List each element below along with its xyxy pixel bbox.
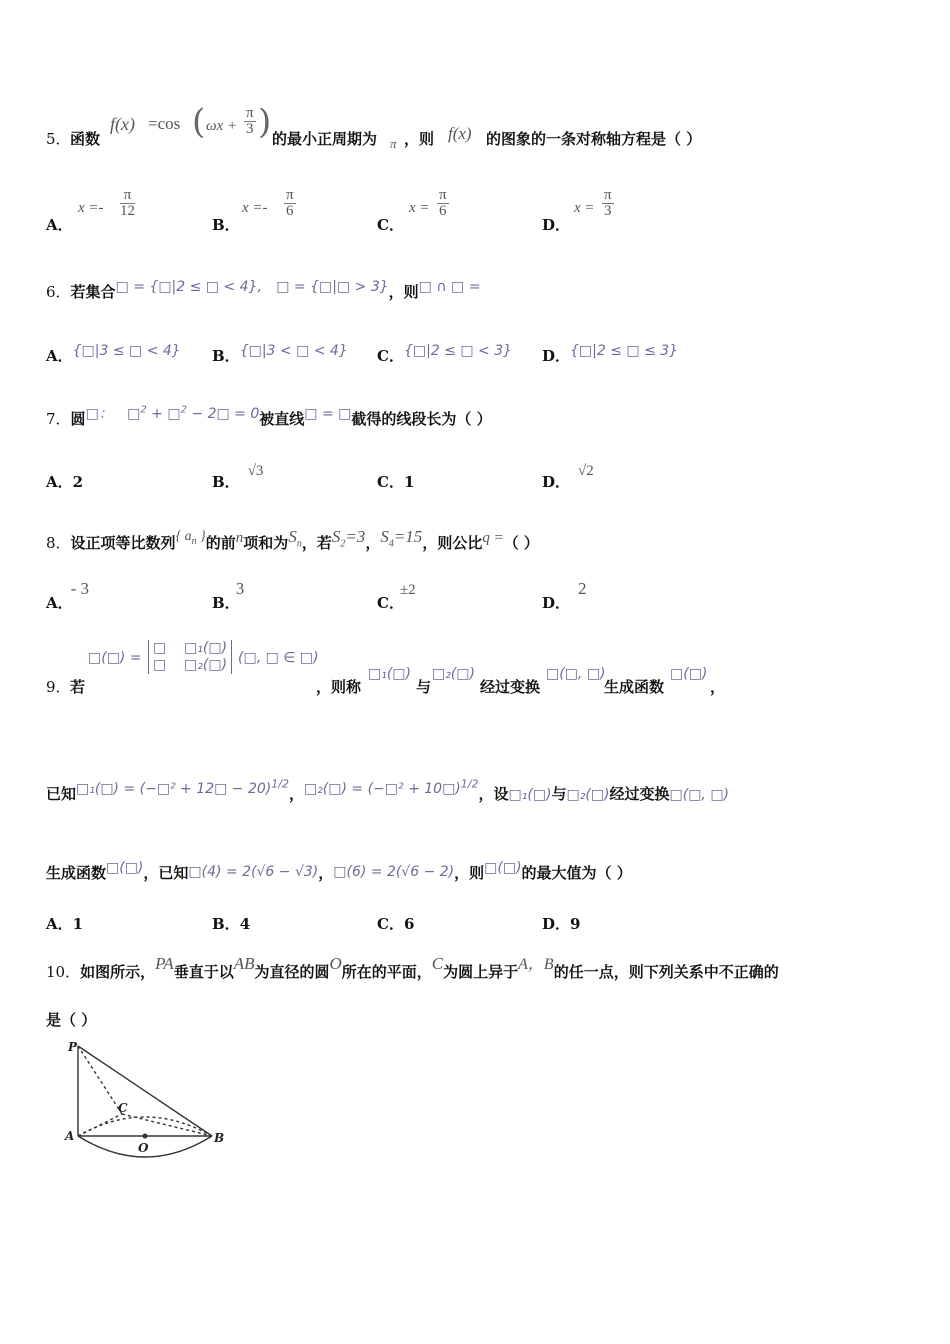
q9-line2-mid: ，设 <box>478 785 509 803</box>
q9-det-r1c2: □₁(□) <box>184 640 228 656</box>
q5-arg: ωx + <box>206 118 238 134</box>
q9-cond-sep: ， <box>318 864 334 882</box>
option-text: √2 <box>578 463 594 479</box>
q9-line3-pre: 生成函数 <box>46 864 107 882</box>
q8-option-c[interactable] <box>377 582 420 613</box>
q9-gen: □(□) <box>670 666 708 682</box>
option-den: 6 <box>286 203 294 219</box>
q9-and: 与 <box>416 678 432 696</box>
option-fraction <box>284 188 296 219</box>
edge-CB <box>122 1114 212 1136</box>
option-den: 3 <box>604 203 612 219</box>
option-label: D． <box>542 216 571 234</box>
q5-mid: 的最小正周期为 <box>272 130 378 148</box>
option-label: D． <box>542 915 571 933</box>
q7-eq-b: + □ <box>146 406 181 422</box>
label-B: B <box>214 1131 225 1145</box>
q9-line3-mid: ，已知 <box>143 864 189 882</box>
q8-s4-val: =15 <box>393 527 423 546</box>
edge-AC <box>78 1114 122 1136</box>
q7-circle-eq <box>127 406 259 422</box>
q6-pre: 若集合 <box>70 283 116 301</box>
q9-option-c[interactable] <box>377 913 414 934</box>
option-num: π <box>604 187 612 203</box>
option-fraction <box>602 188 614 219</box>
q10-C: C <box>431 954 444 973</box>
q9-pre: 若 <box>70 678 86 696</box>
option-label: A． <box>46 347 73 365</box>
q8-number: 8． <box>46 534 71 552</box>
q8-s4-letter: S <box>380 527 389 546</box>
q9-given2-exp: 1/2 <box>460 777 479 791</box>
q8-mid3: ，若 <box>301 534 332 552</box>
q8-tail: （ ） <box>503 534 539 552</box>
q5-mid2: ，则 <box>404 130 435 148</box>
q9-option-d[interactable] <box>542 913 580 934</box>
label-O: O <box>138 1141 149 1155</box>
option-text: 1 <box>403 473 415 491</box>
option-text: {□|3 ≤ □ < 4} <box>72 343 181 359</box>
q8-seq: { $a_n$ } <box>175 529 206 547</box>
q9-det-r1c1: □ <box>153 640 167 656</box>
q9-number: 9． <box>46 678 71 696</box>
q5-number: 5． <box>46 130 71 148</box>
q9-mid3: 生成函数 <box>604 678 665 696</box>
q9-det-r2c2: □₂(□) <box>184 657 228 673</box>
q8-S-letter: S <box>288 527 297 546</box>
q7-eq-c: − 2□ = 0 <box>186 406 260 422</box>
q7-line-eq: □ = □ <box>304 406 352 422</box>
option-label: B． <box>212 594 240 612</box>
option-label: A． <box>46 915 73 933</box>
q6-set-a: □ = {□|2 ≤ □ < 4}, <box>115 279 262 295</box>
option-label: D． <box>542 347 571 365</box>
q9-g-trans: □(□, □) <box>669 787 730 803</box>
option-num: π <box>120 188 135 204</box>
q8-S <box>288 527 302 550</box>
option-label: C． <box>377 473 404 491</box>
q9-trans: □(□, □) <box>546 666 606 682</box>
option-text: 6 <box>403 915 415 933</box>
edge-PC <box>78 1046 122 1114</box>
option-label: C． <box>377 915 404 933</box>
option-text: ±2 <box>399 582 416 598</box>
option-text: {□|2 ≤ □ < 3} <box>403 343 513 359</box>
q9-line2 <box>46 777 730 804</box>
q9-def-cond: (□, □ ∈ □) <box>238 650 319 666</box>
q10-O: O <box>329 954 342 973</box>
option-label: A． <box>46 473 73 491</box>
q6-option-c[interactable] <box>377 345 512 366</box>
q10-AB: AB <box>233 954 255 973</box>
q8-post: ，则公比 <box>422 534 483 552</box>
q10-number: 10． <box>46 963 81 981</box>
q8-mid: 的前 <box>205 534 236 552</box>
q6-option-d[interactable] <box>542 345 678 366</box>
q7-option-b[interactable] <box>212 463 264 492</box>
q7-post: 截得的线段长为（ ） <box>351 410 492 428</box>
option-text: √3 <box>247 463 264 479</box>
q8-S-sub: n <box>296 538 302 550</box>
q8-n: n <box>235 530 244 546</box>
option-lhs: x = <box>409 200 430 216</box>
q9-stem <box>46 640 906 704</box>
q6-set-b: □ = {□|□ > 3} <box>276 279 389 295</box>
q7-eq-sup1: 2 <box>140 404 147 416</box>
q8-s2 <box>331 527 366 550</box>
option-den: 12 <box>120 203 135 219</box>
q10-stem <box>46 954 779 982</box>
option-label: B． <box>212 347 240 365</box>
option-den: 6 <box>439 203 447 219</box>
q8-seq-a: a <box>184 529 192 544</box>
q7-pre: 圆 <box>70 410 86 428</box>
q8-s4-sub: 4 <box>388 538 394 550</box>
q8-q: q = <box>482 530 504 546</box>
option-text: 4 <box>239 915 251 933</box>
q9-line3 <box>46 862 632 883</box>
q9-mid: ，则称 <box>316 678 362 696</box>
q9-line3-mid2: ，则 <box>454 864 485 882</box>
q9-f2: □₂(□) <box>432 666 475 682</box>
q9-g2: □₂(□) <box>566 787 610 803</box>
q8-s2-val: =3 <box>345 527 366 546</box>
q9-mid2: 经过变换 <box>480 678 541 696</box>
q9-def-lhs: □(□) = <box>88 650 142 666</box>
q8-mid2: 项和为 <box>243 534 289 552</box>
q5-func: f(x) <box>110 114 135 134</box>
q9-given2 <box>303 777 479 797</box>
q6-expr: □ ∩ □ = <box>418 279 481 295</box>
q10-mid3: 所在的平面， <box>341 963 432 981</box>
q5-pre: 函数 <box>70 130 101 148</box>
q5-paren-right: ) <box>258 102 272 142</box>
q7-option-a[interactable] <box>46 471 83 492</box>
option-label: B． <box>212 473 240 491</box>
label-C: C <box>118 1101 128 1115</box>
option-label: D． <box>542 473 571 491</box>
option-lhs: x =- <box>242 200 268 216</box>
q9-g-and: 与 <box>551 785 567 803</box>
q8-option-b[interactable] <box>212 579 248 613</box>
q9-g-gen2: □(□) <box>484 860 522 876</box>
q9-g1: □₁(□) <box>508 787 552 803</box>
q8-pre: 设正项等比数列 <box>70 534 176 552</box>
q8-s2-letter: S <box>331 527 341 546</box>
option-text: {□|2 ≤ □ ≤ 3} <box>570 343 679 359</box>
label-P: P <box>68 1040 78 1054</box>
q9-det-r2c1: □ <box>153 657 167 673</box>
q9-option-a[interactable] <box>46 913 83 934</box>
option-num: π <box>286 187 294 203</box>
option-label: A． <box>46 594 73 612</box>
q5-paren-left: ( <box>192 102 206 142</box>
q9-line3-post: 的最大值为（ ） <box>521 864 632 882</box>
q6-stem <box>46 281 480 302</box>
q6-post: ，则 <box>388 283 419 301</box>
q10-figure <box>60 1038 230 1163</box>
option-text: - 3 <box>70 579 90 598</box>
q7-eq-a: □ <box>127 406 141 422</box>
q8-comma: ， <box>365 534 381 552</box>
option-label: B． <box>212 216 240 234</box>
option-text: 3 <box>235 579 245 598</box>
q5-func2: f(x) <box>448 124 472 143</box>
q9-g-gen: □(□) <box>106 860 144 876</box>
edge-PB <box>78 1046 212 1136</box>
q9-given-sep: ， <box>288 785 304 803</box>
option-label: C． <box>377 594 404 612</box>
q9-given1-base: □₁(□) = (−□² + 12□ − 20) <box>76 781 272 797</box>
q8-stem <box>46 527 539 555</box>
q8-seq-sub: n <box>191 535 197 547</box>
q8-option-a[interactable] <box>46 579 91 613</box>
q8-s2-sub: 2 <box>340 538 346 550</box>
q6-option-b[interactable] <box>212 345 348 366</box>
q7-mid: 被直线 <box>259 410 305 428</box>
option-label: B． <box>212 915 240 933</box>
q8-option-d[interactable] <box>542 579 587 613</box>
q10-mid2: 为直径的圆 <box>254 963 330 981</box>
q9-determinant <box>148 640 232 674</box>
q8-s4 <box>380 527 423 550</box>
q5-period: π <box>390 136 397 151</box>
option-num: π <box>439 187 447 203</box>
q10-PA: PA <box>155 954 174 973</box>
q5-arg-num: π <box>246 105 254 121</box>
option-fraction <box>120 188 135 219</box>
option-label: A． <box>46 216 73 234</box>
option-fraction <box>437 188 449 219</box>
q6-number: 6． <box>46 283 71 301</box>
option-text: 9 <box>570 915 581 933</box>
q9-given1 <box>76 777 289 797</box>
option-label: D． <box>542 594 571 612</box>
q7-eq-sup2: 2 <box>180 404 187 416</box>
q7-stem <box>46 404 492 429</box>
q10-pre: 如图所示， <box>80 963 156 981</box>
q10-AB2: A，B <box>518 956 554 973</box>
center-point <box>143 1134 148 1139</box>
option-label: C． <box>377 216 404 234</box>
option-text: 2 <box>578 579 587 598</box>
q9-line2-mid2: 经过变换 <box>609 785 670 803</box>
q9-given1-exp: 1/2 <box>271 777 289 791</box>
q9-line2-pre: 已知 <box>46 785 77 803</box>
q9-cond1: □(4) = 2(√6 − √3) <box>188 864 319 880</box>
option-lhs: x = <box>574 200 595 216</box>
q10-mid: 垂直于以 <box>173 963 234 981</box>
q7-circle-name: □： <box>85 406 113 422</box>
q7-option-d[interactable] <box>542 463 594 492</box>
option-text: {□|3 < □ < 4} <box>239 343 348 359</box>
q7-option-c[interactable] <box>377 471 414 492</box>
option-text: 1 <box>72 915 84 933</box>
option-lhs: x =- <box>78 200 104 216</box>
circle-back-arc <box>78 1117 212 1136</box>
q5-cos: =cos <box>148 114 181 133</box>
q5-post: 的图象的一条对称轴方程是（ ） <box>486 130 702 148</box>
q7-number: 7． <box>46 410 71 428</box>
q9-given2-base: □₂(□) = (−□² + 10□) <box>303 781 461 797</box>
q6-option-a[interactable] <box>46 345 181 366</box>
q10-line2: 是（ ） <box>46 1011 97 1029</box>
q5-arg-fraction <box>244 106 256 137</box>
label-A: A <box>65 1129 75 1143</box>
q10-mid4: 为圆上异于 <box>443 963 519 981</box>
option-label: C． <box>377 347 404 365</box>
q9-end: ， <box>710 678 726 696</box>
q9-option-b[interactable] <box>212 913 250 934</box>
q9-cond2: □(6) = 2(√6 − 2) <box>333 864 455 880</box>
option-text: 2 <box>72 473 84 491</box>
q5-arg-den: 3 <box>246 121 254 137</box>
q10-post: 的任一点，则下列关系中不正确的 <box>553 963 779 981</box>
q9-f1: □₁(□) <box>368 666 411 682</box>
